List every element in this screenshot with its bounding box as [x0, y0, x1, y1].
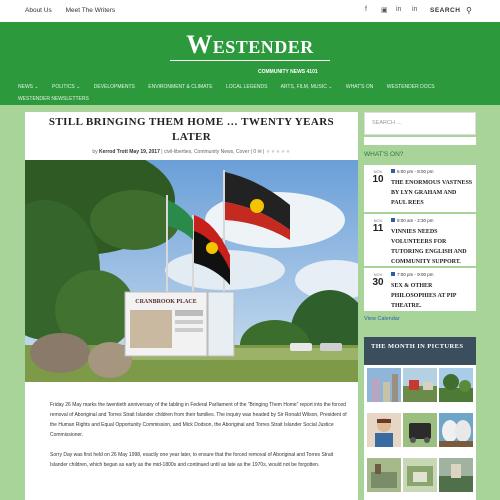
event-time: 7:00 pm - 9:00 pm: [391, 272, 434, 277]
event-month: NOV: [373, 218, 383, 223]
month-in-pictures: [364, 337, 476, 500]
sign-text: CRANBROOK PLACE: [135, 299, 197, 305]
whats-on-heading: WHAT'S ON?: [364, 151, 404, 158]
event-day: 30: [372, 277, 384, 288]
logo-underline: [170, 60, 330, 61]
rating-stars[interactable]: ★★★★★: [265, 149, 291, 155]
event-month: NOV: [373, 169, 383, 174]
article-body: [50, 400, 350, 480]
event-month: NOV: [373, 272, 383, 277]
meet-writers-link[interactable]: Meet The Writers: [65, 7, 116, 14]
event-time: 6:00 pm - 8:00 pm: [391, 169, 434, 174]
month-title-bar: [364, 337, 476, 365]
post-title-line-1: STILL BRINGING THEM HOME … TWENTY YEARS: [48, 116, 335, 128]
event-time: 9:00 am - 2:30 pm: [391, 218, 434, 223]
post-title-line-2: LATER: [171, 131, 212, 143]
nav-westender-docs[interactable]: WESTENDER DOCS: [386, 84, 435, 90]
photo-thumbnail[interactable]: [403, 413, 437, 447]
hero-image: [25, 160, 358, 382]
event-item[interactable]: [364, 268, 476, 311]
comment-count[interactable]: 0: [253, 149, 257, 155]
event-item[interactable]: [364, 165, 476, 212]
facebook-icon[interactable]: f: [365, 6, 367, 13]
post-meta: by Kerrod Trott May 19, 2017 | civil-liberties, Community News, Cover | 0 ✉ | ★★★★★: [92, 149, 291, 155]
nav-local-legends[interactable]: LOCAL LEGENDS: [225, 84, 268, 90]
photo-thumbnail[interactable]: [439, 368, 473, 402]
boulder-left: [30, 333, 90, 373]
event-day: 11: [372, 223, 384, 234]
comment-icon: ✉: [257, 149, 262, 155]
instagram-icon[interactable]: ▣: [381, 7, 388, 14]
sidebar-search-strip: [364, 137, 476, 145]
event-item[interactable]: [364, 214, 476, 266]
event-day: 10: [372, 174, 384, 185]
month-title: THE MONTH IN PICTURES: [371, 343, 464, 350]
nav-whats-on[interactable]: WHAT'S ON: [345, 84, 374, 90]
by-label: by: [92, 149, 98, 155]
top-search-label[interactable]: SEARCH: [430, 7, 461, 14]
photo-thumbnail[interactable]: [439, 413, 473, 447]
post-date: May 19, 2017: [129, 149, 160, 155]
photo-thumbnail[interactable]: [367, 413, 401, 447]
photo-thumbnail[interactable]: [367, 368, 401, 402]
photo-thumbnail[interactable]: [403, 368, 437, 402]
hero-photo: [25, 160, 358, 382]
paragraph-1: Friday 26 May marks the twentieth anniversary of the tabling in Federal Parliament of the “Bringing Them Home” report into the forced removal of Aboriginal and Torres Strait Islander children from their families. The inquiry was headed by Sir Ronald Wilson, President of the Human Rights and Equal Opportunity Commission, and Mick Dodson, the Aboriginal and Torres Strait Islander Social Justice Commissioner.: [50, 402, 347, 438]
site-header: [0, 22, 500, 105]
site-tagline: COMMUNITY NEWS 4101: [258, 69, 318, 75]
nav-environment[interactable]: ENVIRONMENT & CLIMATE: [148, 84, 213, 90]
event-date: [368, 169, 388, 185]
nav-developments[interactable]: DEVELOPMENTS: [93, 84, 135, 90]
photo-thumbnail[interactable]: [439, 458, 473, 492]
nav-newsletters[interactable]: WESTENDER NEWSLETTERS: [18, 96, 89, 102]
photo-thumbnail[interactable]: [403, 458, 437, 492]
linkedin-icon[interactable]: in: [396, 6, 402, 13]
site-logo[interactable]: Westender: [186, 30, 314, 59]
event-date: [368, 218, 388, 234]
nav-news[interactable]: NEWS ⌄: [18, 84, 39, 90]
main-nav: [18, 81, 488, 105]
view-calendar-link[interactable]: View Calendar: [364, 316, 400, 322]
sidebar-search-input[interactable]: [364, 112, 476, 135]
top-bar: [0, 0, 500, 22]
article: [25, 112, 358, 500]
nav-arts[interactable]: ARTS, FILM, MUSIC ⌄: [280, 84, 333, 90]
post-title[interactable]: [25, 115, 358, 145]
about-us-link[interactable]: About Us: [25, 7, 52, 14]
paragraph-2: Sorry Day was first held on 26 May 1998, exactly one year later, to ensure that the forced removal of Aboriginal and Torres Strait Islander children, which began as early as the mid-1800s and continued until as late as the 1970s, would not be forgotten.: [50, 452, 334, 468]
search-placeholder: SEARCH …: [372, 120, 402, 126]
photo-thumbnail[interactable]: [367, 458, 401, 492]
calendar-icon: [391, 218, 395, 222]
linkedin-icon-2[interactable]: in: [412, 6, 418, 13]
calendar-icon: [391, 272, 395, 276]
event-title[interactable]: THE ENORMOUS VASTNESS BY LYN GRAHAM AND PAUL REES: [391, 180, 473, 206]
post-categories[interactable]: civil-liberties, Community News, Cover: [163, 149, 250, 155]
search-icon[interactable]: ⚲: [466, 6, 472, 15]
nav-politics[interactable]: POLITICS ⌄: [51, 84, 81, 90]
author-link[interactable]: Kerrod Trott: [98, 149, 128, 155]
event-date: [368, 272, 388, 288]
top-links: [25, 7, 127, 14]
event-title[interactable]: VINNIES NEEDS VOLUNTEERS FOR TUTORING ENGLISH AND COMMUNITY SUPPORT.: [391, 229, 467, 265]
calendar-icon: [391, 169, 395, 173]
event-title[interactable]: SEX & OTHER PHILOSOPHIES AT PIP THEATRE.: [391, 283, 457, 309]
